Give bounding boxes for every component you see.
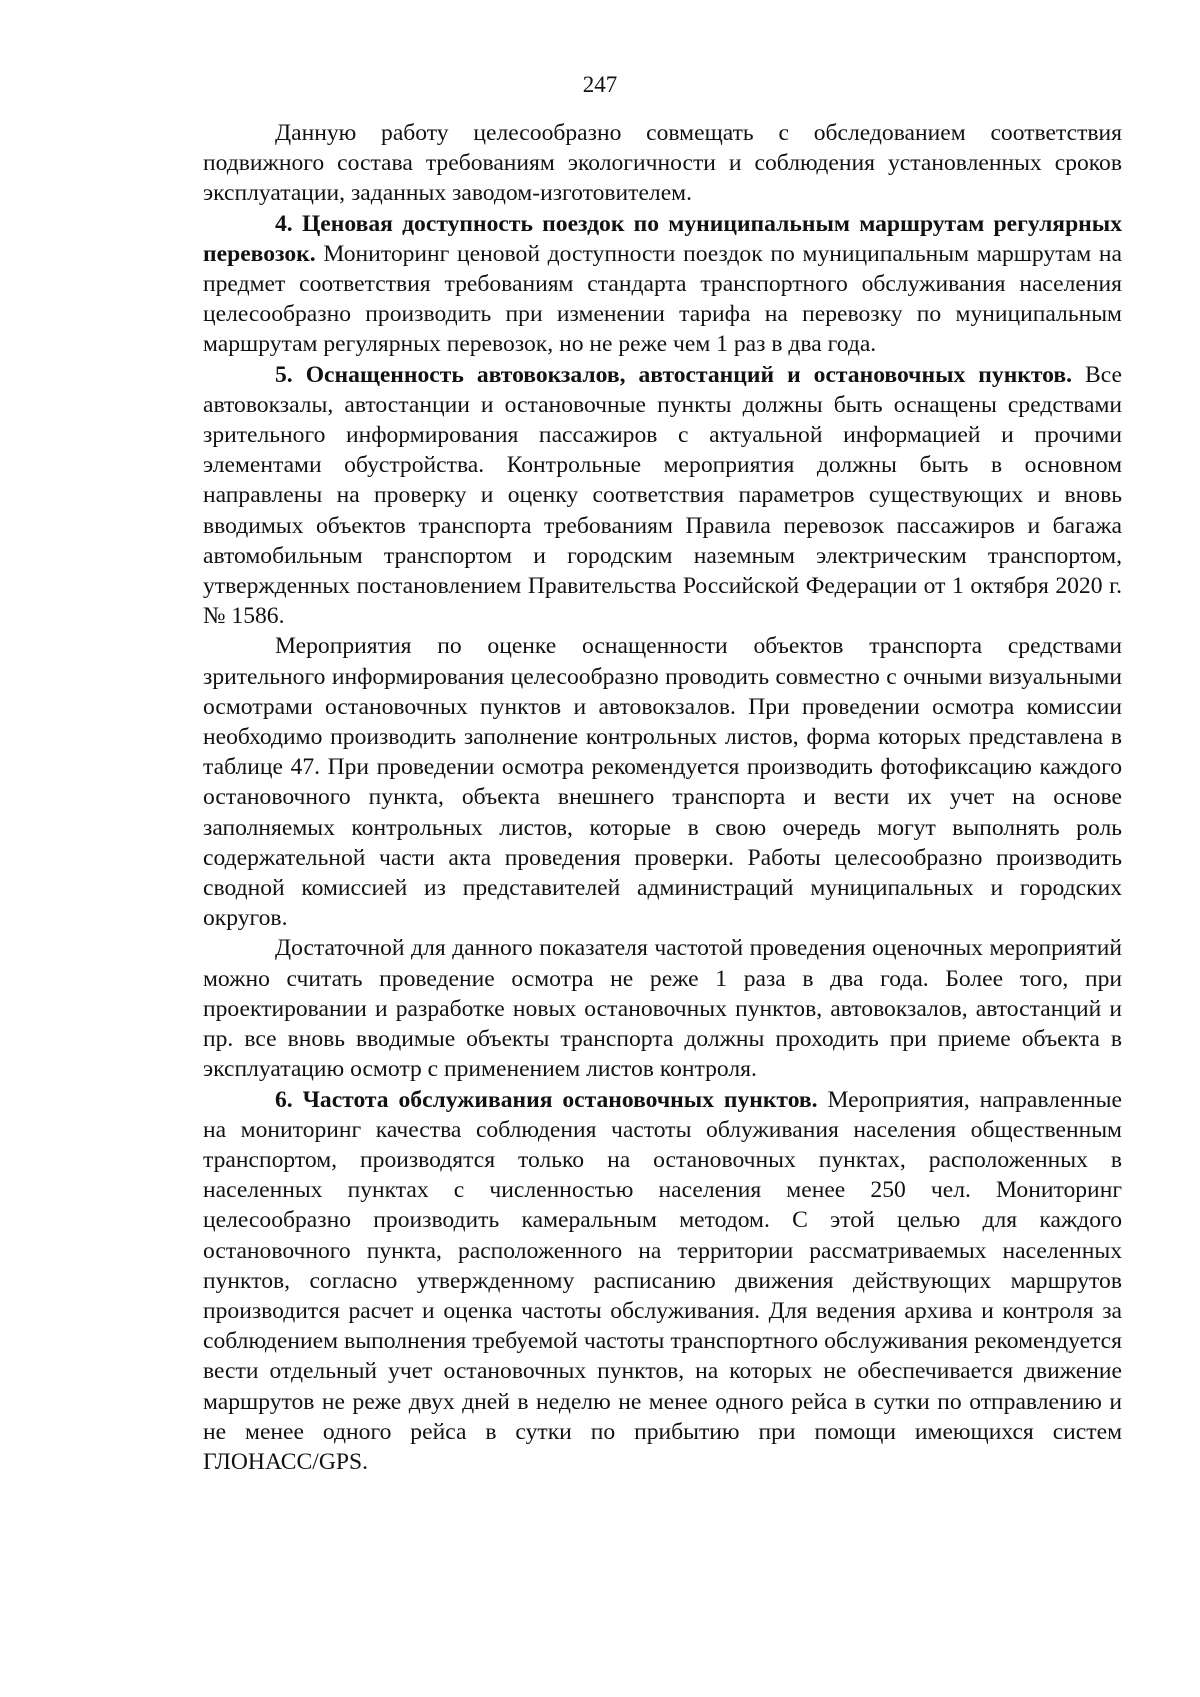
- paragraph: [203, 933, 1122, 1084]
- page-number: 247: [582, 72, 618, 97]
- paragraph-text: Достаточной для данного показателя частотой проведения оценочных мероприятий можно считать проведение осмотра не реже 1 раза в два года. Более того, при проектировании и разработке новых остановочных пунктов, автовокзалов, автостанций и пр. все вновь вводимые объекты транспорта должны проходить при приеме объекта в эксплуатацию осмотр с применением листов контроля.: [203, 935, 1122, 1083]
- paragraph-text: Все автовокзалы, автостанции и остановочные пункты должны быть оснащены средствами зрительного информирования пассажиров с актуальной информацией и прочими элементами обустройства. Контрольные мероприятия должны быть в основном направлены на проверку и оценку соответствия параметров существующих и вновь вводимых объектов транспорта требованиям Правила перевозок пассажиров и багажа автомобильным транспортом и городским наземным электрическим транспортом, утвержденных постановлением Правительства Российской Федерации от 1 октября 2020 г. № 1586.: [203, 361, 1122, 630]
- paragraph-section-5: [203, 360, 1122, 632]
- paragraph-text: Мероприятия, направленные на мониторинг качества соблюдения частоты облуживания населения общественным транспортом, производятся только на остановочных пунктах, расположенных в населенных пунктах с численностью населения менее 250 чел. Мониторинг целесообразно производить камеральным методом. С этой целью для каждого остановочного пункта, расположенного на территории рассматриваемых населенных пунктов, согласно утвержденному расписанию движения действующих маршрутов производится расчет и оценка частоты обслуживания. Для ведения архива и контроля за соблюдением выполнения требуемой частоты транспортного обслуживания рекомендуется вести отдельный учет остановочных пунктов, на которых не обеспечивается движение маршрутов не реже двух дней в неделю не менее одного рейса в сутки по отправлению и не менее одного рейса в сутки по прибытию при помощи имеющихся систем ГЛОНАСС/GPS.: [203, 1086, 1122, 1475]
- paragraph: [203, 118, 1122, 209]
- section-heading: 5. Оснащенность автовокзалов, автостанций и остановочных пунктов.: [275, 361, 1073, 388]
- section-heading: 6. Частота обслуживания остановочных пунктов.: [275, 1086, 818, 1113]
- paragraph-section-6: [203, 1085, 1122, 1478]
- paragraph-section-4: [203, 209, 1122, 360]
- paragraph-text: Данную работу целесообразно совмещать с обследованием соответствия подвижного состава требованиям экологичности и соблюдения установленных сроков эксплуатации, заданных заводом-изготовителем.: [203, 120, 1122, 207]
- body-text: [203, 118, 1122, 1477]
- paragraph-text: Мероприятия по оценке оснащенности объектов транспорта средствами зрительного информирования целесообразно проводить совместно с очными визуальными осмотрами остановочных пунктов и автовокзалов. При проведении осмотра комиссии необходимо производить заполнение контрольных листов, форма которых представлена в таблице 47. При проведении осмотра рекомендуется производить фотофиксацию каждого остановочного пункта, объекта внешнего транспорта и вести их учет на основе заполняемых контрольных листов, которые в свою очередь могут выполнять роль содержательной части акта проведения проверки. Работы целесообразно производить сводной комиссией из представителей администраций муниципальных и городских округов.: [203, 633, 1122, 932]
- section-heading: 4. Ценовая доступность поездок по муниципальным маршрутам регулярных перевозок.: [203, 210, 1122, 267]
- paragraph-text: Мониторинг ценовой доступности поездок по муниципальным маршрутам на предмет соответствия требованиям стандарта транспортного обслуживания населения целесообразно производить при изменении тарифа на перевозку по муниципальным маршрутам регулярных перевозок, но не реже чем 1 раз в два года.: [203, 240, 1122, 358]
- paragraph: [203, 631, 1122, 933]
